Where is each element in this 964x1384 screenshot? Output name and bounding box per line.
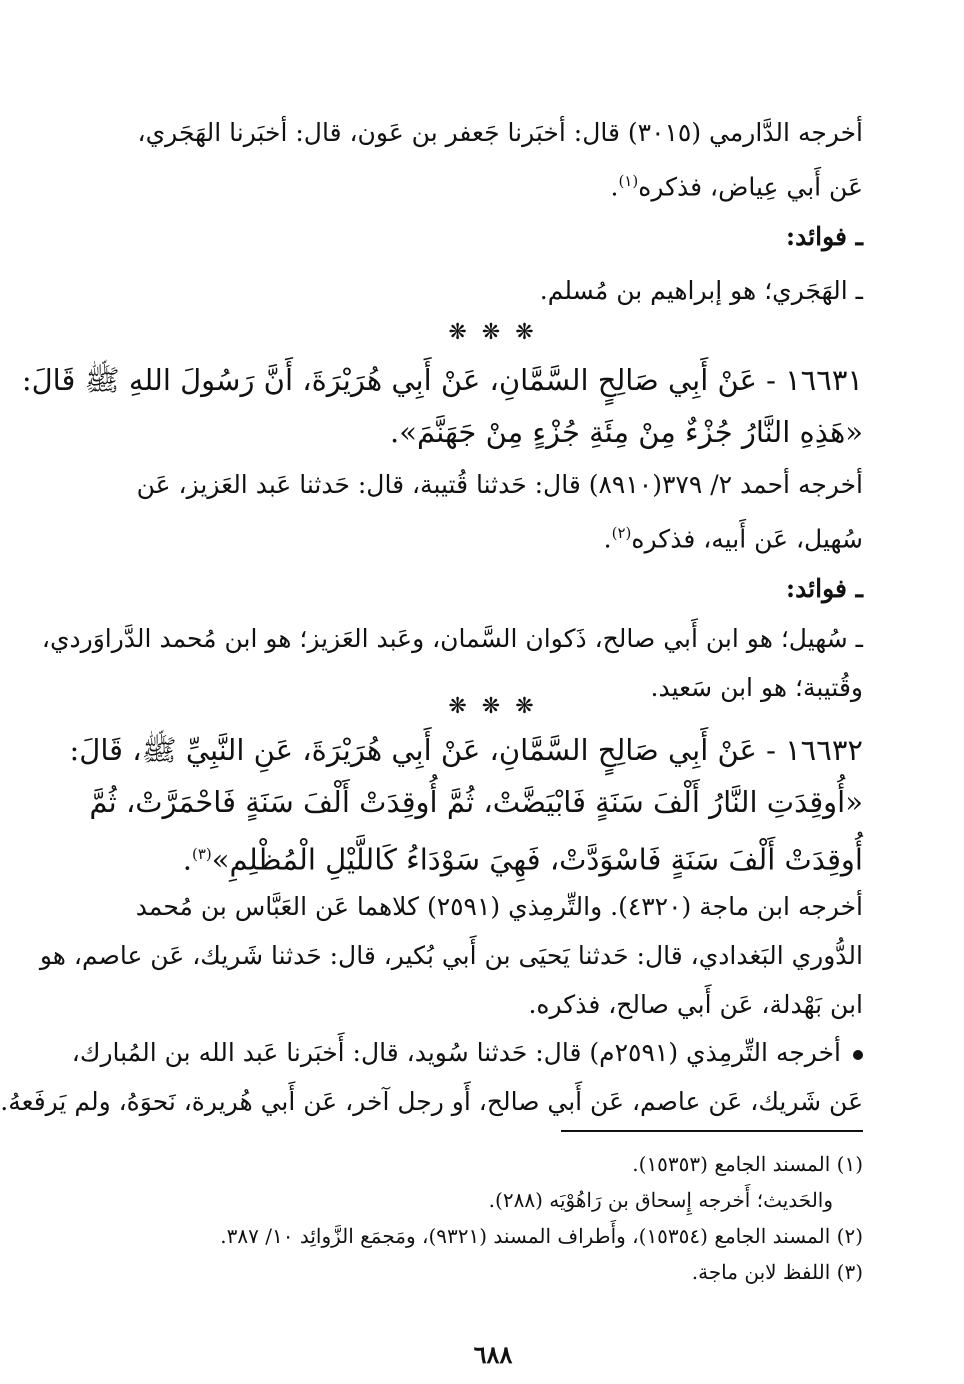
footnote-2: (٢) المسند الجامع (١٥٣٥٤)، وأَطراف المسند (٩٣٢١)، ومَجمَع الزَّوائِد ١٠/ ٣٨٧. (220, 1224, 863, 1248)
footnote-divider (561, 1130, 863, 1132)
footnote-3: (٣) اللفظ لابن ماجة. (691, 1260, 863, 1284)
bullet-icon (853, 1050, 863, 1060)
text-line: أخرجه الدَّارمي (٣٠١٥) قال: أخبَرنا جَعفر بن عَون، قال: أخبَرنا الهَجَري، (137, 118, 863, 147)
text-fragment: أُوقِدَتْ أَلْفَ سَنَةٍ فَاسْوَدَّتْ، فَهِيَ سَوْدَاءُ كَاللَّيْلِ الْمُظْلِمِ» (211, 842, 863, 877)
hadith-line: ١٦٦٣١ - عَنْ أَبِي صَالِحٍ السَّمَّانِ، عَنْ أَبِي هُرَيْرَةَ، أَنَّ رَسُولَ اللهِ ﷺ قَالَ: (21, 363, 863, 397)
footnote-1: (١) المسند الجامع (١٥٣٥٣). (632, 1152, 863, 1176)
hadith-16631 (21, 354, 863, 458)
book-page (0, 108, 863, 1369)
hadith-16632 (69, 724, 863, 886)
footnote-ref[interactable]: (١) (618, 172, 639, 190)
text-line: ابن بَهْدلة، عَن أَبي صالح، فذكره. (528, 990, 863, 1019)
fawaid-heading-1: ـ فوائد: (785, 222, 863, 251)
takhrij-paragraph-3 (39, 882, 863, 1029)
text-line: عَن أَبي عِياض، فذكره$^{(١)}$. (610, 172, 863, 202)
takhrij-paragraph-2 (123, 460, 863, 563)
takhrij-paragraph-1 (123, 108, 863, 211)
footnote-ref[interactable]: (٣) (192, 845, 212, 863)
text-line: ـ سُهيل؛ هو ابن أَبي صالح، ذَكوان السَّمان، وعَبد العَزيز؛ هو ابن مُحمد الدَّراوَردي، (41, 624, 863, 653)
takhrij-paragraph-4 (0, 1028, 863, 1126)
hadith-line: «هَذِهِ النَّارُ جُزْءٌ مِنْ مِئَةِ جُزْءٍ مِنْ جَهَنَّمَ». (390, 415, 863, 449)
text-line: أخرجه ابن ماجة (٤٣٢٠). والتِّرمِذي (٢٥٩١) كلاهما عَن العَبَّاس بن مُحمد (135, 892, 863, 921)
section-separator: ❋ ❋ ❋ (448, 694, 538, 719)
footnote-ref[interactable]: (٢) (611, 524, 632, 542)
text-line: عَن شَريك، عَن عاصم، عَن أَبي صالح، أَو رجل آخر، عَن أَبي هُريرة، نَحوَهُ، ولم يَرفَعهُ. (0, 1087, 863, 1116)
hadith-line: ١٦٦٣٢ - عَنْ أَبِي صَالِحٍ السَّمَّانِ، عَنْ أَبِي هُرَيْرَةَ، عَنِ النَّبِيِّ ﷺ، قَالَ: (69, 733, 863, 767)
fawaid-heading-2: ـ فوائد: (785, 574, 863, 603)
text-line: وقُتيبة؛ هو ابن سَعيد. (650, 673, 863, 702)
text-line (71, 1028, 863, 1077)
hadith-line: «أُوقِدَتِ النَّارُ أَلْفَ سَنَةٍ فَابْيَضَّتْ، ثُمَّ أُوقِدَتْ أَلْفَ سَنَةٍ فَاحْمَرَّتْ، ثُمَّ (89, 785, 863, 819)
hadith-line: أُوقِدَتْ أَلْفَ سَنَةٍ فَاسْوَدَّتْ، فَهِيَ سَوْدَاءُ كَاللَّيْلِ الْمُظْلِمِ»$^{(٣)}$. (182, 842, 863, 877)
page-number: ٦٨٨ (473, 1340, 513, 1369)
section-separator: ❋ ❋ ❋ (448, 320, 538, 345)
fawaid-note-1: ـ الهَجَري؛ هو إبراهيم بن مُسلم. (539, 276, 863, 305)
footnote-1-continued: والحَديث؛ أَخرجه إِسحاق بن رَاهُوْيَه (٢٨٨). (488, 1188, 833, 1212)
text-line: الدُّوري البَغدادي، قال: حَدثنا يَحيَى بن أَبي بُكير، قال: حَدثنا شَريك، عَن عاصم، هو (39, 941, 863, 970)
text-line: سُهيل، عَن أَبيه، فذكره$^{(٢)}$. (603, 524, 863, 554)
text-fragment: أخرجه التِّرمِذي (٢٥٩١م) قال: حَدثنا سُويد، قال: أَخبَرنا عَبد الله بن المُبارك، (71, 1038, 841, 1067)
text-fragment: عَن أَبي عِياض، فذكره (638, 172, 863, 202)
text-fragment: سُهيل، عَن أَبيه، فذكره (631, 524, 863, 554)
text-line: أخرجه أحمد ٢/ ٣٧٩(٨٩١٠) قال: حَدثنا قُتيبة، قال: حَدثنا عَبد العَزيز، عَن (136, 470, 863, 499)
